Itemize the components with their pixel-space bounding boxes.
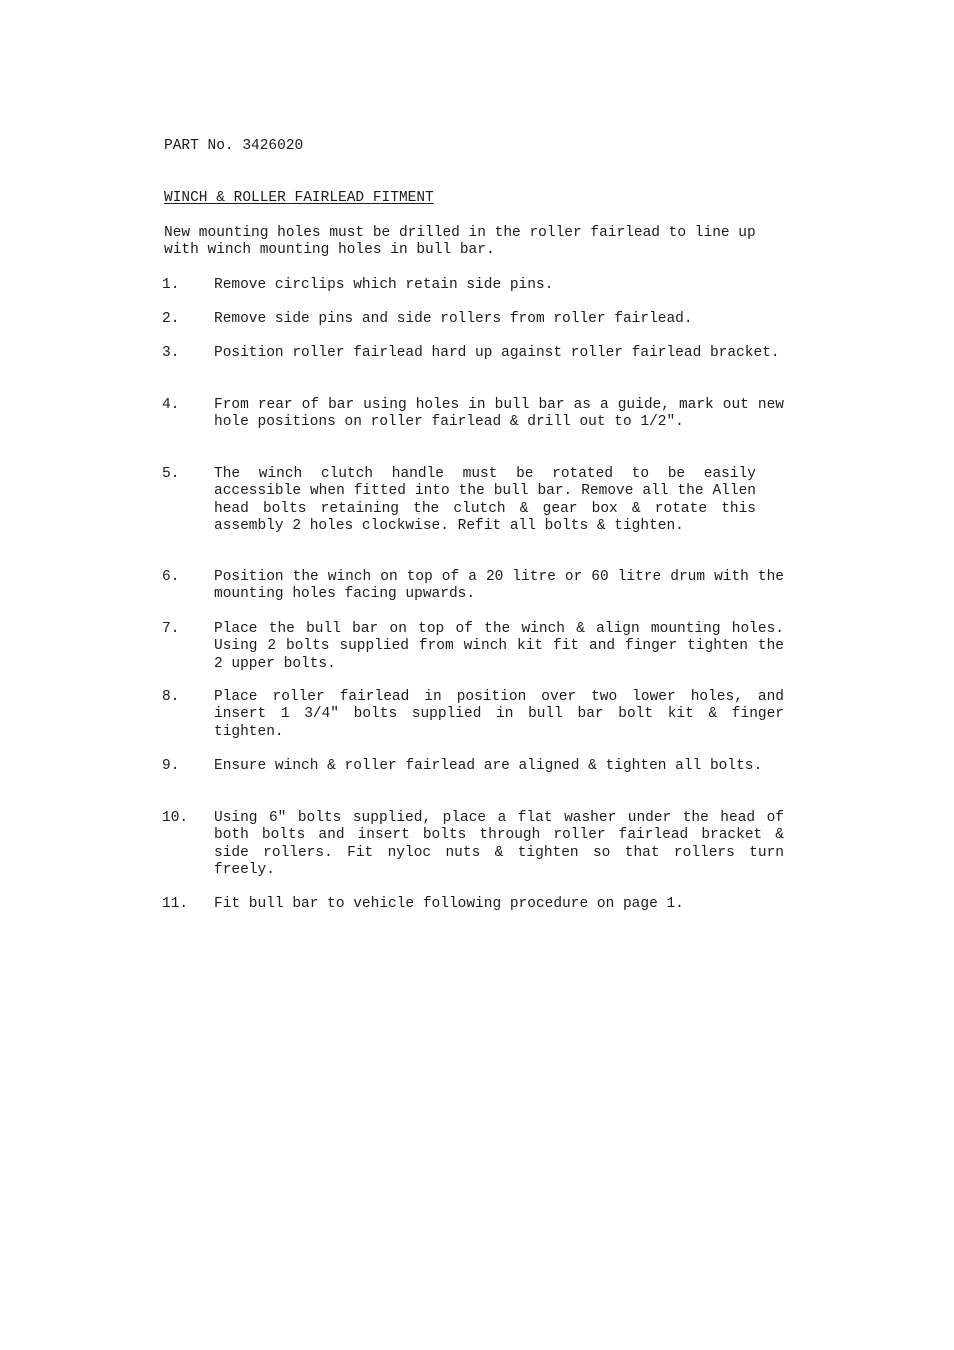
step-text: From rear of bar using holes in bull bar as a guide, mark out new hole positions on roller fairlead & drill out to 1/2". (214, 397, 784, 431)
step-number: 11. (162, 896, 189, 912)
step-1 (162, 277, 784, 294)
step-number: 9. (162, 758, 180, 774)
step-text: Using 6" bolts supplied, place a flat washer under the head of both bolts and insert bolts through roller fairlead bracket & side rollers. Fit nyloc nuts & tighten so that rollers turn freely. (214, 810, 784, 878)
step-text: Position the winch on top of a 20 litre or 60 litre drum with the mounting holes facing upwards. (214, 569, 784, 603)
step-text: Ensure winch & roller fairlead are aligned & tighten all bolts. (214, 758, 763, 774)
step-text: The winch clutch handle must be rotated to be easily accessible when fitted into the bull bar. Remove all the Allen head bolts retaining the clutch & gear box & rotate this assembly 2 holes clockwise. Refit all bolts & tighten. (214, 466, 756, 534)
step-9 (162, 758, 784, 775)
step-number: 3. (162, 345, 180, 361)
step-number: 1. (162, 277, 180, 293)
intro-paragraph: New mounting holes must be drilled in the roller fairlead to line up with winch mounting holes in bull bar. (164, 225, 756, 259)
step-2 (162, 311, 784, 328)
step-number: 5. (162, 466, 180, 482)
step-number: 4. (162, 397, 180, 413)
step-text: Remove circlips which retain side pins. (214, 277, 554, 293)
step-10 (162, 810, 784, 879)
step-number: 2. (162, 311, 180, 327)
step-11 (162, 896, 784, 913)
step-text: Place roller fairlead in position over two lower holes, and insert 1 3/4" bolts supplied in bull bar bolt kit & finger tighten. (214, 689, 784, 740)
part-number: PART No. 3426020 (164, 138, 304, 154)
step-4 (162, 397, 784, 432)
section-heading: WINCH & ROLLER FAIRLEAD FITMENT (164, 190, 434, 206)
step-number: 10. (162, 810, 189, 826)
step-number: 7. (162, 621, 180, 637)
step-6 (162, 569, 784, 604)
step-text: Fit bull bar to vehicle following procedure on page 1. (214, 896, 684, 912)
step-3 (162, 345, 784, 362)
step-number: 8. (162, 689, 180, 705)
step-text: Place the bull bar on top of the winch & align mounting holes. Using 2 bolts supplied from winch kit fit and finger tighten the 2 upper bolts. (214, 621, 784, 672)
step-7 (162, 621, 784, 673)
step-5 (162, 466, 784, 535)
step-text: Remove side pins and side rollers from roller fairlead. (214, 311, 693, 327)
step-8 (162, 689, 784, 741)
step-text: Position roller fairlead hard up against roller fairlead bracket. (214, 345, 780, 361)
step-number: 6. (162, 569, 180, 585)
